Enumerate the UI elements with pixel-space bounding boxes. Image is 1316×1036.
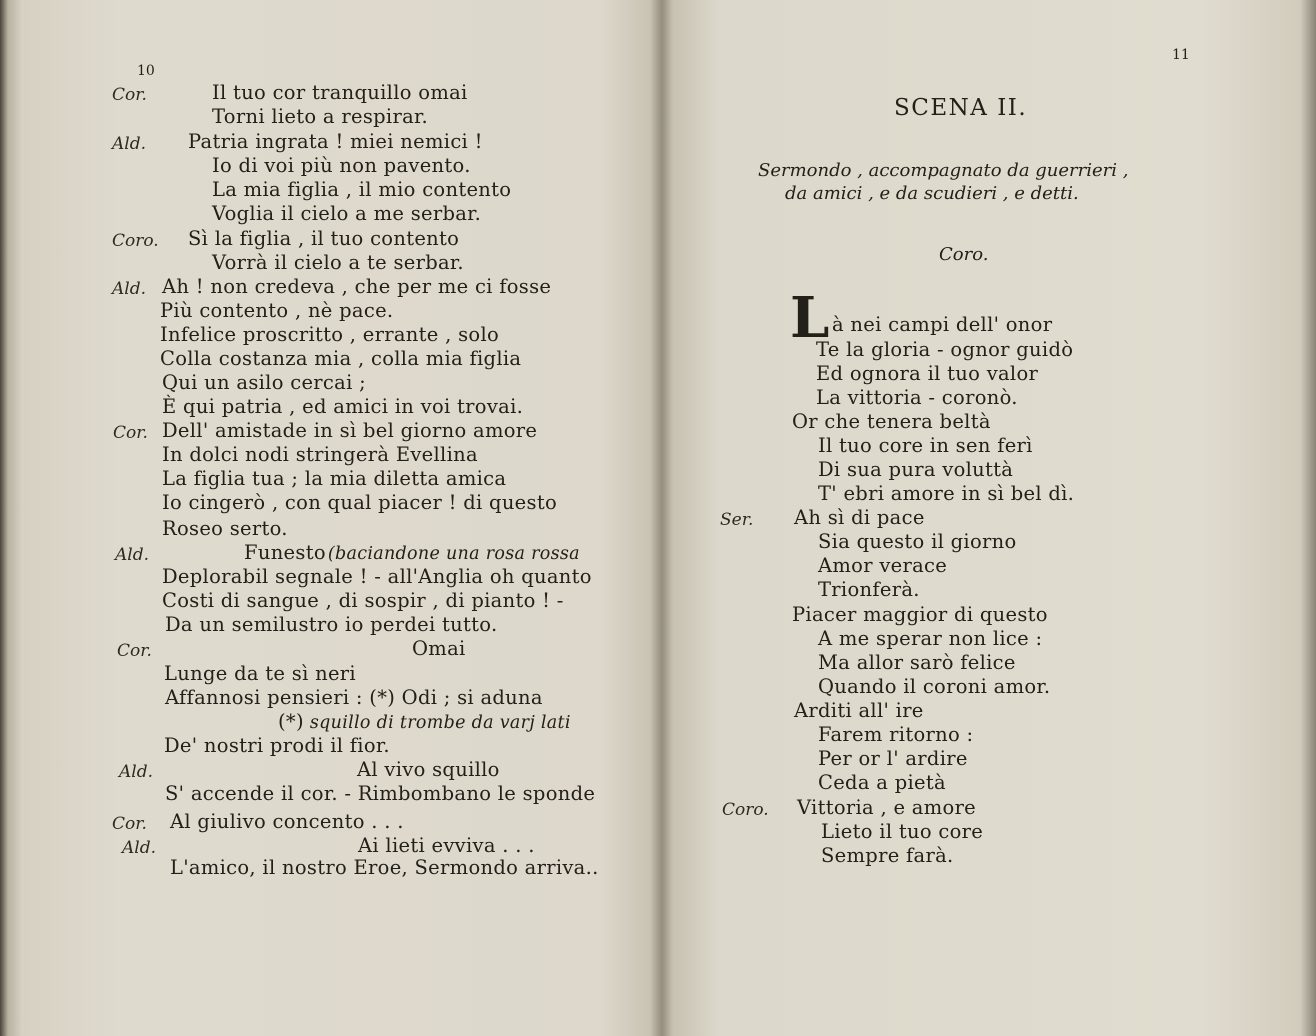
verse-line [816,363,1038,385]
verse-line [816,387,1018,409]
verse-text: Qui un asilo cercai ; [162,371,366,394]
verse-line [212,252,464,274]
scene-heading: SCENA II. [894,95,1028,121]
verse-text: La figlia tua ; la mia diletta amica [162,467,507,490]
verse-line [357,759,500,781]
speaker-label: Cor. [112,814,147,834]
verse-line [212,179,511,201]
stage-direction: (baciandone una rosa rossa [327,544,580,564]
verse-text: Quando il coroni amor. [818,675,1051,698]
verse-line [816,339,1073,361]
verse-text: L'amico, il nostro Eroe, Sermondo arriva.. [170,856,599,879]
speaker-label: Ser. [720,510,754,530]
verse-text: Arditi all' ire [794,699,924,722]
speaker-label: Ald. [122,838,156,858]
verse-line [818,772,946,794]
verse-line [165,614,498,636]
verse-text: Ah sì di pace [794,506,925,529]
verse-line [212,203,481,225]
verse-line [818,628,1042,650]
verse-line [818,676,1050,698]
verse-line [162,590,564,612]
verse-line [792,604,1048,626]
verse-line [818,579,920,601]
verse-line [244,542,580,565]
verse-text: Lieto il tuo core [821,820,984,843]
verse-line [162,396,523,418]
verse-text: A me sperar non lice : [818,627,1043,650]
verse-text: S' accende il cor. - Rimbombano le sponde [165,782,596,805]
verse-line [160,324,499,346]
verse-line [278,711,571,734]
verse-line [170,811,404,833]
verse-line [162,518,288,540]
verse-line [160,348,521,370]
verse-text: Di sua pura voluttà [818,458,1014,481]
verse-text: Torni lieto a respirar. [212,105,428,128]
verse-line [412,638,466,660]
speaker-label: Ald. [115,545,149,565]
verse-text: La vittoria - coronò. [816,386,1018,409]
speaker-label: Coro. [722,800,769,820]
verse-line [162,492,557,514]
verse-line [818,652,1016,674]
verse-text: In dolci nodi stringerà Evellina [162,443,478,466]
stage-direction: squillo di trombe da varj lati [309,713,571,733]
verse-text: Piacer maggior di questo [792,603,1048,626]
stage-direction-line: da amici , e da scudieri , e detti. [785,183,1079,204]
verse-text: Omai [412,637,466,660]
verse-text: (*) [278,710,304,733]
verse-text: Or che tenera beltà [792,410,991,433]
verse-text: Al giulivo concento . . . [170,810,404,833]
verse-text: La mia figlia , il mio contento [212,178,512,201]
verse-text: Per or l' ardire [818,747,968,770]
verse-line [212,106,428,128]
verse-text: Ah ! non credeva , che per me ci fosse [162,275,552,298]
drop-cap: L [790,285,830,351]
verse-text: Voglia il cielo a me serbar. [212,202,482,225]
verse-text: Da un semilustro io perdei tutto. [165,613,498,636]
verse-line [794,507,925,529]
verse-line [188,228,459,250]
verse-text: Vorrà il cielo a te serbar. [212,251,464,274]
verse-text: Costi di sangue , di sospir , di pianto ! - [162,589,564,612]
verse-text: Ma allor sarò felice [818,651,1016,674]
verse-text: Io di voi più non pavento. [212,154,471,177]
verse-line [358,835,535,857]
verse-line [162,372,366,394]
verse-line [162,276,551,298]
verse-line [188,131,483,153]
verse-text: Ed ognora il tuo valor [816,362,1039,385]
page-number: 10 [137,63,155,79]
verse-line [160,300,393,322]
verse-text: Roseo serto. [162,517,288,540]
verse-text: Farem ritorno : [818,723,974,746]
verse-line [164,663,356,685]
verse-line [797,797,976,819]
verse-line [794,700,924,722]
verse-text: Il tuo core in sen ferì [818,434,1033,457]
verse-line [818,748,968,770]
verse-text: T' ebri amore in sì bel dì. [818,482,1075,505]
verse-text: Sì la figlia , il tuo contento [188,227,460,250]
verse-text: Patria ingrata ! miei nemici ! [188,130,483,153]
verse-line [821,821,983,843]
chorus-label: Coro. [939,244,989,265]
verse-text: Amor verace [818,554,948,577]
verse-line [832,314,1052,336]
speaker-label: Cor. [113,423,148,443]
verse-text: Più contento , nè pace. [160,299,394,322]
speaker-label: Ald. [112,279,146,299]
verse-text: Ceda a pietà [818,771,946,794]
verse-line [162,468,506,490]
verse-text: Vittoria , e amore [797,796,977,819]
verse-text: È qui patria , ed amici in voi trovai. [162,395,524,418]
speaker-label: Cor. [112,85,147,105]
verse-line [212,82,468,104]
verse-line [170,857,599,879]
verse-text: Il tuo cor tranquillo omai [212,81,468,104]
verse-text: Dell' amistade in sì bel giorno amore [162,419,538,442]
verse-text: Trionferà. [818,578,920,601]
verse-line [162,444,478,466]
verse-line [792,411,991,433]
speaker-label: Ald. [112,134,146,154]
verse-text: Te la gloria - ognor guidò [816,338,1074,361]
verse-text: Funesto [244,541,326,564]
verse-line [818,483,1074,505]
verse-text: Io cingerò , con qual piacer ! di questo [162,491,558,514]
verse-line [818,724,973,746]
verse-text: De' nostri prodi il fior. [164,734,390,757]
verse-text: Affannosi pensieri : (*) Odi ; si aduna [165,686,543,709]
verse-line [165,687,543,709]
verse-text: Colla costanza mia , colla mia figlia [160,347,522,370]
verse-line [818,435,1033,457]
speaker-label: Cor. [117,641,152,661]
verse-line [165,783,595,805]
verse-text: à nei campi dell' onor [832,313,1053,336]
verse-line [162,420,537,442]
verse-text: Sia questo il giorno [818,530,1017,553]
verse-text: Lunge da te sì neri [164,662,356,685]
verse-text: Ai lieti evviva . . . [358,834,535,857]
speaker-label: Ald. [119,762,153,782]
verse-line [162,566,592,588]
speaker-label: Coro. [112,231,159,251]
verse-text: Al vivo squillo [357,758,500,781]
verse-line [212,155,471,177]
stage-direction-line: Sermondo , accompagnato da guerrieri , [758,160,1129,181]
verse-line [164,735,390,757]
right-page [662,0,1316,1036]
verse-line [818,531,1017,553]
verse-line [821,845,954,867]
verse-line [818,459,1013,481]
verse-text: Sempre farà. [821,844,954,867]
verse-text: Infelice proscritto , errante , solo [160,323,500,346]
page-number: 11 [1172,47,1190,63]
verse-text: Deplorabil segnale ! - all'Anglia oh quanto [162,565,592,588]
verse-line [818,555,947,577]
